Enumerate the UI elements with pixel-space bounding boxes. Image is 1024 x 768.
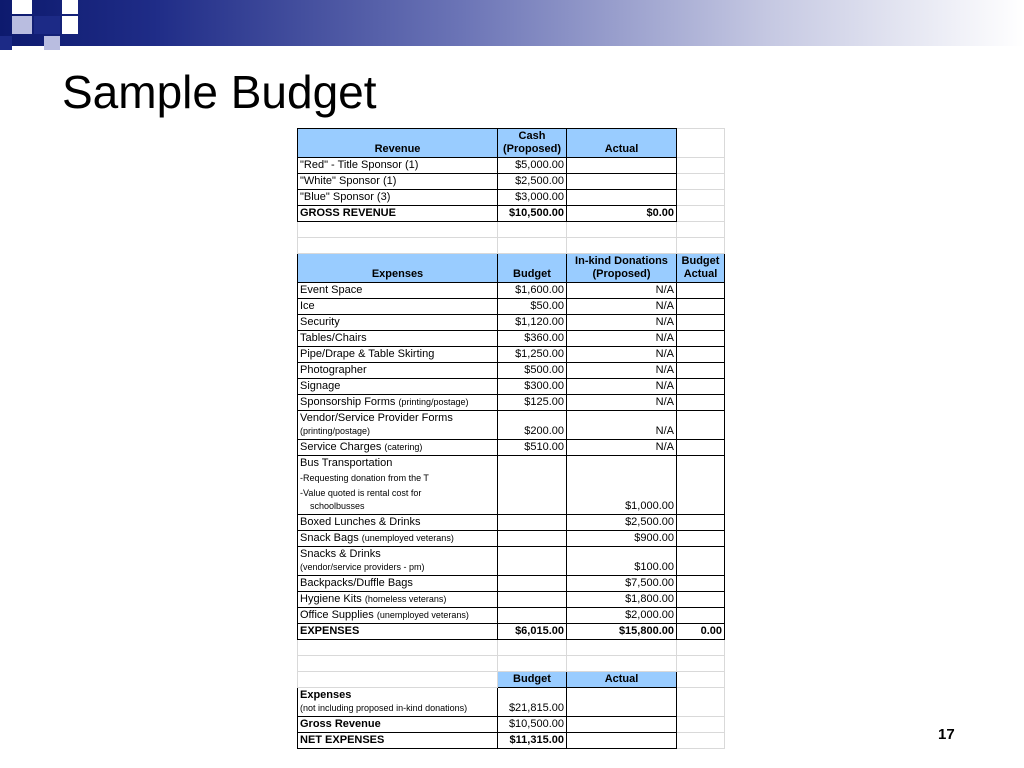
summary-expenses-row: [298, 688, 725, 717]
inkind-header: In-kind Donations (Proposed): [567, 254, 677, 283]
summary-budget-header: Budget: [498, 672, 567, 688]
slide-title: Sample Budget: [62, 66, 377, 118]
expense-budget: $200.00: [498, 411, 567, 440]
expense-budget: $50.00: [498, 299, 567, 315]
expense-budget: $1,250.00: [498, 347, 567, 363]
spacer-row: [298, 238, 725, 254]
cash-proposed-header: Cash (Proposed): [498, 129, 567, 158]
gross-revenue-cash: $10,500.00: [498, 206, 567, 222]
expense-inkind: N/A: [567, 283, 677, 299]
table-row: [298, 440, 725, 456]
summary-net-actual: [567, 733, 677, 749]
expense-label: Snacks & Drinks: [300, 548, 381, 560]
expense-inkind: N/A: [567, 363, 677, 379]
table-row: [298, 379, 725, 395]
gross-revenue-label: GROSS REVENUE: [298, 206, 498, 222]
table-row: [298, 411, 725, 440]
spacer-row: [298, 656, 725, 672]
table-row: [298, 174, 725, 190]
revenue-cash: $2,500.00: [498, 174, 567, 190]
gross-revenue-actual: $0.00: [567, 206, 677, 222]
expense-note: -Value quoted is rental cost for: [300, 488, 422, 498]
expense-inkind: N/A: [567, 440, 677, 456]
expense-budget: $1,600.00: [498, 283, 567, 299]
expense-note: schoolbusses: [310, 501, 365, 511]
table-row: [298, 608, 725, 624]
expense-cell: [298, 531, 498, 547]
revenue-cash: $5,000.00: [498, 158, 567, 174]
expense-inkind: N/A: [567, 347, 677, 363]
expense-budget: [498, 608, 567, 624]
table-row: [298, 592, 725, 608]
table-row: [298, 347, 725, 363]
expense-budget: $300.00: [498, 379, 567, 395]
gross-revenue-row: [298, 206, 725, 222]
summary-header-row: [298, 672, 725, 688]
expense-cell: [298, 547, 498, 576]
budget-actual-header: Budget Actual: [677, 254, 725, 283]
expense-note: (catering): [384, 442, 423, 452]
expense-inkind: $100.00: [567, 547, 677, 576]
expense-cell: [298, 440, 498, 456]
revenue-label: "Red" - Title Sponsor (1): [298, 158, 498, 174]
expense-label: Ice: [298, 299, 498, 315]
expense-label: Event Space: [298, 283, 498, 299]
expense-budget: [498, 576, 567, 592]
expense-label: Photographer: [298, 363, 498, 379]
expenses-total-row: [298, 624, 725, 640]
expense-inkind: $7,500.00: [567, 576, 677, 592]
budget-spreadsheet: [297, 128, 725, 749]
expense-note: (printing/postage): [300, 426, 371, 436]
expense-label: Security: [298, 315, 498, 331]
expense-budget: [498, 547, 567, 576]
summary-actual-header: Actual: [567, 672, 677, 688]
table-row: [298, 190, 725, 206]
expense-note: (unemployed veterans): [361, 533, 454, 543]
table-row: [298, 515, 725, 531]
expense-note: (vendor/service providers - pm): [300, 562, 425, 572]
summary-net-label: NET EXPENSES: [298, 733, 498, 749]
expense-inkind: N/A: [567, 331, 677, 347]
table-row: [298, 299, 725, 315]
expenses-total-label: EXPENSES: [298, 624, 498, 640]
expense-note: (homeless veterans): [364, 594, 447, 604]
expense-cell: [298, 608, 498, 624]
expense-cell: [298, 395, 498, 411]
spacer-row: [298, 640, 725, 656]
table-row: [298, 547, 725, 576]
expense-note: -Requesting donation from the T: [300, 473, 429, 483]
summary-gross-label: Gross Revenue: [298, 717, 498, 733]
expense-label: Sponsorship Forms: [300, 396, 396, 408]
expense-label: Boxed Lunches & Drinks: [298, 515, 498, 531]
expense-inkind: N/A: [567, 315, 677, 331]
table-row: [298, 363, 725, 379]
expenses-total-actual: 0.00: [677, 624, 725, 640]
summary-net-budget: $11,315.00: [498, 733, 567, 749]
summary-gross-actual: [567, 717, 677, 733]
table-row: [298, 531, 725, 547]
expense-budget: $510.00: [498, 440, 567, 456]
revenue-actual: [567, 158, 677, 174]
expense-label: Pipe/Drape & Table Skirting: [298, 347, 498, 363]
expense-budget: [498, 531, 567, 547]
expense-label: Hygiene Kits: [300, 593, 362, 605]
expense-label: Office Supplies: [300, 609, 374, 621]
table-row: [298, 395, 725, 411]
expense-note: (unemployed veterans): [376, 610, 469, 620]
expense-label: Backpacks/Duffle Bags: [298, 576, 498, 592]
expense-inkind: $900.00: [567, 531, 677, 547]
revenue-actual: [567, 174, 677, 190]
expense-inkind: $2,000.00: [567, 608, 677, 624]
expense-inkind: $1,000.00: [567, 456, 677, 515]
revenue-label: "Blue" Sponsor (3): [298, 190, 498, 206]
page-number: 17: [938, 726, 955, 743]
expense-budget: $125.00: [498, 395, 567, 411]
summary-gross-row: [298, 717, 725, 733]
table-row: [298, 158, 725, 174]
expenses-header: Expenses: [298, 254, 498, 283]
revenue-header: Revenue: [298, 129, 498, 158]
expenses-total-budget: $6,015.00: [498, 624, 567, 640]
summary-gross-budget: $10,500.00: [498, 717, 567, 733]
revenue-actual-header: Actual: [567, 129, 677, 158]
expense-label: Service Charges: [300, 441, 382, 453]
expense-inkind: N/A: [567, 411, 677, 440]
table-row: [298, 576, 725, 592]
expense-inkind: N/A: [567, 379, 677, 395]
summary-expenses-cell: [298, 688, 498, 717]
revenue-cash: $3,000.00: [498, 190, 567, 206]
table-row: [298, 315, 725, 331]
expense-cell: [298, 456, 498, 515]
expense-inkind: $2,500.00: [567, 515, 677, 531]
summary-expenses-budget: $21,815.00: [498, 688, 567, 717]
spacer-row: [298, 222, 725, 238]
expense-budget: [498, 592, 567, 608]
expenses-budget-header: Budget: [498, 254, 567, 283]
table-row: [298, 456, 725, 515]
summary-expenses-actual: [567, 688, 677, 717]
expense-label: Vendor/Service Provider Forms: [300, 412, 453, 424]
expense-inkind: N/A: [567, 299, 677, 315]
expense-budget: $1,120.00: [498, 315, 567, 331]
expense-budget: [498, 515, 567, 531]
expense-label: Bus Transportation: [300, 457, 393, 469]
expense-cell: [298, 411, 498, 440]
table-row: [298, 331, 725, 347]
expense-inkind: $1,800.00: [567, 592, 677, 608]
expense-note: (printing/postage): [398, 397, 469, 407]
expense-label: Signage: [298, 379, 498, 395]
expense-inkind: N/A: [567, 395, 677, 411]
expenses-total-inkind: $15,800.00: [567, 624, 677, 640]
expense-label: Snack Bags: [300, 532, 359, 544]
expense-budget: [498, 456, 567, 515]
expense-label: Tables/Chairs: [298, 331, 498, 347]
summary-expenses-note: (not including proposed in-kind donations): [300, 703, 468, 713]
revenue-label: "White" Sponsor (1): [298, 174, 498, 190]
header-gradient-bar: [0, 0, 1024, 46]
revenue-header-row: [298, 129, 725, 158]
expense-budget: $500.00: [498, 363, 567, 379]
expense-budget: $360.00: [498, 331, 567, 347]
summary-expenses-label: Expenses: [300, 689, 352, 701]
table-row: [298, 283, 725, 299]
summary-net-row: [298, 733, 725, 749]
expense-cell: [298, 592, 498, 608]
revenue-actual: [567, 190, 677, 206]
expenses-header-row: [298, 254, 725, 283]
